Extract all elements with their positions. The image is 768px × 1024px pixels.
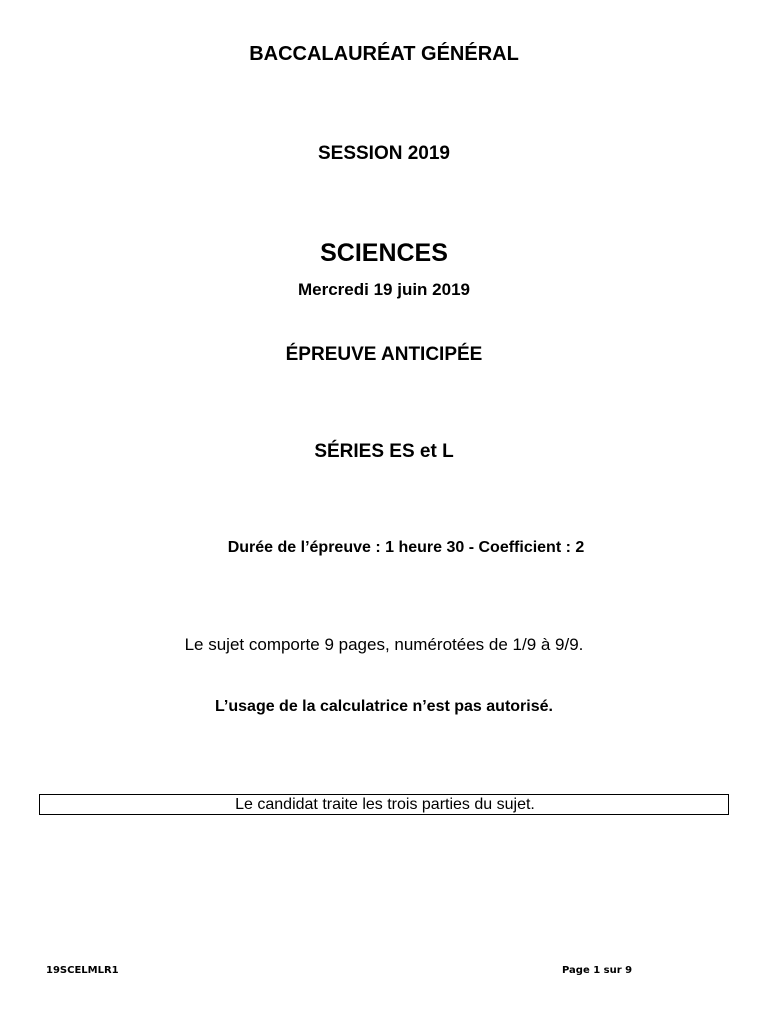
calculator-notice: L’usage de la calculatrice n’est pas autorisé. [215,698,553,715]
footer-page-number: Page 1 sur 9 [562,965,633,976]
exam-title: BACCALAURÉAT GÉNÉRAL [249,43,519,65]
session-label: SESSION 2019 [317,143,451,164]
footer-exam-code: 19SCELMLR1 [46,965,119,976]
instruction-text: Le candidat traite les trois parties du sujet. [235,796,535,813]
subject-title: SCIENCES [320,239,448,267]
duration-info: Durée de l’épreuve : 1 heure 30 - Coefficient : 2 [227,539,585,556]
page-count-info: Le sujet comporte 9 pages, numérotées de 1/9 à 9/9. [184,635,584,654]
series-label: SÉRIES ES et L [314,441,454,462]
exam-date: Mercredi 19 juin 2019 [298,280,470,299]
instruction-box [39,794,729,815]
exam-type: ÉPREUVE ANTICIPÉE [285,344,483,365]
